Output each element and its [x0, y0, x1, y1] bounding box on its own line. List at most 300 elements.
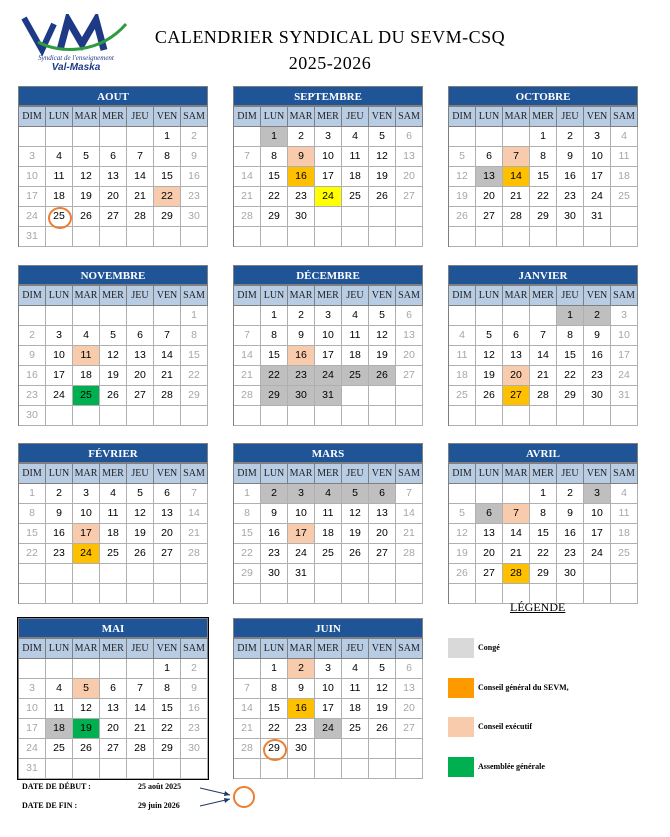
weekday-header: VEN — [584, 464, 611, 484]
day-cell: 22 — [181, 366, 208, 386]
weekday-header: MAR — [73, 639, 100, 659]
day-cell — [476, 306, 503, 326]
day-cell — [369, 584, 396, 604]
day-cell: 25 — [100, 544, 127, 564]
weekday-header: MER — [315, 464, 342, 484]
day-cell: 11 — [611, 147, 638, 167]
day-cell — [342, 739, 369, 759]
day-cell: 14 — [181, 504, 208, 524]
day-cell — [73, 659, 100, 679]
day-cell: 20 — [369, 524, 396, 544]
day-cell: 29 — [557, 386, 584, 406]
day-cell — [449, 584, 476, 604]
weekday-header: MER — [100, 639, 127, 659]
legend-label: Congé — [478, 643, 500, 652]
day-cell: 12 — [369, 326, 396, 346]
day-cell: 7 — [530, 326, 557, 346]
day-cell: 19 — [449, 187, 476, 207]
day-cell — [19, 306, 46, 326]
weekday-header: DIM — [449, 286, 476, 306]
day-cell — [100, 306, 127, 326]
day-cell: 16 — [288, 167, 315, 187]
day-cell: 23 — [19, 386, 46, 406]
day-cell — [342, 207, 369, 227]
month-name: DÉCEMBRE — [233, 265, 423, 285]
day-cell: 26 — [449, 564, 476, 584]
day-cell: 7 — [234, 147, 261, 167]
day-cell: 18 — [449, 366, 476, 386]
weekday-header: VEN — [154, 286, 181, 306]
day-cell: 5 — [127, 484, 154, 504]
day-cell — [19, 127, 46, 147]
day-cell — [100, 759, 127, 779]
day-cell: 28 — [127, 739, 154, 759]
weekday-header: JEU — [342, 464, 369, 484]
weekday-header: SAM — [396, 464, 423, 484]
day-cell — [154, 306, 181, 326]
month-name: AOUT — [18, 86, 208, 106]
weekday-header: SAM — [181, 639, 208, 659]
day-cell — [584, 584, 611, 604]
day-cell: 9 — [557, 147, 584, 167]
day-cell: 7 — [127, 147, 154, 167]
day-cell: 10 — [19, 167, 46, 187]
day-cell — [46, 759, 73, 779]
day-cell: 25 — [46, 739, 73, 759]
day-cell — [342, 584, 369, 604]
day-cell: 6 — [100, 679, 127, 699]
day-cell — [396, 759, 423, 779]
legend-label: Assemblée générale — [478, 762, 545, 771]
day-cell: 6 — [154, 484, 181, 504]
day-cell: 2 — [288, 127, 315, 147]
day-cell: 5 — [73, 679, 100, 699]
day-cell — [234, 584, 261, 604]
day-cell — [46, 584, 73, 604]
day-cell: 6 — [503, 326, 530, 346]
day-cell: 27 — [100, 739, 127, 759]
day-cell: 4 — [342, 127, 369, 147]
day-cell — [503, 306, 530, 326]
day-cell — [73, 564, 100, 584]
day-cell: 7 — [396, 484, 423, 504]
weekday-header: MER — [100, 286, 127, 306]
day-cell — [611, 207, 638, 227]
day-cell: 11 — [73, 346, 100, 366]
day-cell: 28 — [503, 207, 530, 227]
day-cell — [315, 739, 342, 759]
day-cell — [557, 406, 584, 426]
day-cell: 18 — [342, 167, 369, 187]
day-cell: 24 — [315, 366, 342, 386]
weekday-header: MAR — [503, 464, 530, 484]
day-cell: 11 — [315, 504, 342, 524]
day-cell: 11 — [100, 504, 127, 524]
day-cell: 7 — [181, 484, 208, 504]
day-cell: 17 — [19, 719, 46, 739]
day-cell: 8 — [557, 326, 584, 346]
day-cell: 16 — [19, 366, 46, 386]
day-cell: 23 — [46, 544, 73, 564]
day-cell: 12 — [449, 167, 476, 187]
day-cell — [396, 564, 423, 584]
day-cell — [369, 739, 396, 759]
day-cell: 25 — [449, 386, 476, 406]
day-cell: 13 — [154, 504, 181, 524]
day-cell — [127, 227, 154, 247]
day-cell: 4 — [46, 147, 73, 167]
day-cell: 12 — [449, 524, 476, 544]
day-cell — [181, 406, 208, 426]
day-cell: 29 — [261, 739, 288, 759]
day-cell — [19, 564, 46, 584]
day-cell: 18 — [46, 187, 73, 207]
day-cell: 17 — [584, 167, 611, 187]
day-cell — [449, 227, 476, 247]
month-calendar — [233, 265, 423, 426]
end-date-value: 29 juin 2026 — [138, 801, 180, 810]
day-cell: 13 — [396, 147, 423, 167]
day-cell: 23 — [584, 366, 611, 386]
day-cell: 11 — [46, 167, 73, 187]
day-cell: 12 — [73, 167, 100, 187]
day-cell: 18 — [342, 699, 369, 719]
day-cell: 24 — [46, 386, 73, 406]
day-cell: 22 — [154, 187, 181, 207]
day-cell: 21 — [127, 719, 154, 739]
day-cell: 15 — [154, 699, 181, 719]
day-cell — [127, 406, 154, 426]
day-cell: 28 — [154, 386, 181, 406]
day-cell: 13 — [100, 699, 127, 719]
day-cell: 9 — [288, 147, 315, 167]
day-cell: 21 — [234, 719, 261, 739]
day-cell — [369, 759, 396, 779]
weekday-header: VEN — [584, 286, 611, 306]
day-cell: 20 — [396, 346, 423, 366]
day-cell: 27 — [396, 366, 423, 386]
day-cell — [449, 484, 476, 504]
day-cell — [342, 386, 369, 406]
legend-title: LÉGENDE — [510, 600, 566, 614]
day-cell: 7 — [154, 326, 181, 346]
day-cell — [611, 406, 638, 426]
weekday-header: VEN — [369, 464, 396, 484]
weekday-header: JEU — [557, 286, 584, 306]
weekday-header: MAR — [288, 639, 315, 659]
day-cell: 30 — [288, 207, 315, 227]
day-cell — [234, 227, 261, 247]
day-cell: 6 — [476, 504, 503, 524]
day-cell — [261, 584, 288, 604]
day-cell: 9 — [46, 504, 73, 524]
day-cell — [476, 584, 503, 604]
day-cell — [100, 227, 127, 247]
day-cell: 20 — [476, 544, 503, 564]
day-cell: 17 — [315, 699, 342, 719]
day-cell: 30 — [288, 739, 315, 759]
day-cell: 29 — [181, 386, 208, 406]
day-cell: 14 — [234, 167, 261, 187]
day-cell: 1 — [234, 484, 261, 504]
day-cell — [530, 306, 557, 326]
day-cell: 18 — [611, 167, 638, 187]
month-grid — [233, 463, 423, 604]
sevm-logo — [20, 14, 132, 74]
day-cell: 25 — [342, 719, 369, 739]
month-grid — [18, 463, 208, 604]
day-cell: 16 — [288, 699, 315, 719]
title-line-2: 2025-2026 — [288, 53, 372, 73]
day-cell: 24 — [315, 719, 342, 739]
day-cell: 11 — [449, 346, 476, 366]
month-calendar — [233, 86, 423, 247]
day-cell: 31 — [19, 227, 46, 247]
month-grid — [18, 285, 208, 426]
day-cell: 9 — [181, 679, 208, 699]
day-cell: 15 — [261, 167, 288, 187]
weekday-header: DIM — [19, 464, 46, 484]
weekday-header: LUN — [261, 639, 288, 659]
day-cell: 24 — [584, 544, 611, 564]
month-calendar — [448, 86, 638, 247]
day-cell: 12 — [476, 346, 503, 366]
weekday-header: DIM — [234, 639, 261, 659]
day-cell: 2 — [584, 306, 611, 326]
day-cell: 26 — [449, 207, 476, 227]
day-cell — [154, 564, 181, 584]
day-cell: 24 — [19, 207, 46, 227]
day-cell — [73, 584, 100, 604]
day-cell — [584, 564, 611, 584]
day-cell — [127, 127, 154, 147]
day-cell — [234, 406, 261, 426]
day-cell: 17 — [315, 346, 342, 366]
day-cell — [100, 406, 127, 426]
day-cell — [396, 227, 423, 247]
day-cell: 31 — [288, 564, 315, 584]
day-cell — [261, 406, 288, 426]
day-cell — [46, 127, 73, 147]
day-cell — [396, 739, 423, 759]
month-calendar — [448, 443, 638, 604]
day-cell: 16 — [557, 524, 584, 544]
day-cell: 29 — [530, 207, 557, 227]
day-cell — [342, 564, 369, 584]
day-cell: 8 — [154, 147, 181, 167]
day-cell: 4 — [315, 484, 342, 504]
day-cell: 3 — [19, 147, 46, 167]
day-cell: 16 — [261, 524, 288, 544]
day-cell — [369, 207, 396, 227]
day-cell — [46, 227, 73, 247]
weekday-header: JEU — [342, 107, 369, 127]
vm-logo-icon — [20, 14, 132, 56]
weekday-header: DIM — [234, 107, 261, 127]
day-cell — [342, 406, 369, 426]
day-cell — [315, 207, 342, 227]
day-cell: 5 — [449, 504, 476, 524]
day-cell: 27 — [396, 719, 423, 739]
day-cell: 22 — [261, 366, 288, 386]
month-grid — [448, 463, 638, 604]
day-cell: 30 — [181, 739, 208, 759]
month-name: JANVIER — [448, 265, 638, 285]
day-cell: 6 — [127, 326, 154, 346]
day-cell — [476, 406, 503, 426]
day-cell: 16 — [557, 167, 584, 187]
day-cell: 3 — [315, 306, 342, 326]
day-cell: 23 — [557, 187, 584, 207]
title-line-1: CALENDRIER SYNDICAL DU SEVM-CSQ — [154, 27, 506, 47]
day-cell: 19 — [73, 719, 100, 739]
day-cell: 20 — [396, 167, 423, 187]
month-calendar — [18, 618, 208, 779]
day-cell — [234, 659, 261, 679]
weekday-header: JEU — [127, 639, 154, 659]
day-cell: 5 — [369, 127, 396, 147]
day-cell: 11 — [342, 147, 369, 167]
day-cell: 4 — [73, 326, 100, 346]
day-cell: 9 — [19, 346, 46, 366]
weekday-header: DIM — [449, 107, 476, 127]
day-cell: 6 — [100, 147, 127, 167]
day-cell — [127, 659, 154, 679]
day-cell: 29 — [530, 564, 557, 584]
day-cell: 28 — [530, 386, 557, 406]
day-cell: 2 — [261, 484, 288, 504]
weekday-header: MAR — [288, 286, 315, 306]
weekday-header: VEN — [154, 464, 181, 484]
day-cell: 28 — [503, 564, 530, 584]
day-cell — [315, 564, 342, 584]
day-cell: 27 — [127, 386, 154, 406]
day-cell: 20 — [100, 187, 127, 207]
day-cell: 25 — [342, 187, 369, 207]
day-cell: 10 — [611, 326, 638, 346]
day-cell: 14 — [530, 346, 557, 366]
weekday-header: DIM — [19, 286, 46, 306]
day-cell: 26 — [369, 366, 396, 386]
day-cell — [100, 127, 127, 147]
weekday-header: SAM — [396, 639, 423, 659]
day-cell: 21 — [127, 187, 154, 207]
weekday-header: LUN — [46, 464, 73, 484]
month-name: SEPTEMBRE — [233, 86, 423, 106]
day-cell — [234, 306, 261, 326]
day-cell: 23 — [288, 366, 315, 386]
legend-label: Conseil général du SEVM, — [478, 683, 569, 692]
day-cell: 3 — [46, 326, 73, 346]
day-cell: 1 — [530, 127, 557, 147]
day-cell — [154, 227, 181, 247]
day-cell: 5 — [369, 306, 396, 326]
day-cell: 19 — [476, 366, 503, 386]
legend-label: Conseil exécutif — [478, 722, 532, 731]
weekday-header: DIM — [19, 107, 46, 127]
day-cell: 18 — [315, 524, 342, 544]
day-cell: 17 — [288, 524, 315, 544]
day-cell: 13 — [476, 167, 503, 187]
start-date-row — [22, 782, 182, 791]
day-cell: 13 — [396, 326, 423, 346]
day-cell: 18 — [100, 524, 127, 544]
day-cell: 14 — [234, 346, 261, 366]
day-cell: 25 — [73, 386, 100, 406]
weekday-header: SAM — [396, 107, 423, 127]
day-cell: 20 — [100, 719, 127, 739]
legend-item-assemblee-generale — [448, 757, 648, 777]
weekday-header: SAM — [396, 286, 423, 306]
day-cell: 15 — [261, 699, 288, 719]
date-marker-arrows-icon — [196, 776, 266, 816]
day-cell: 6 — [396, 127, 423, 147]
day-cell: 24 — [315, 187, 342, 207]
day-cell: 3 — [19, 679, 46, 699]
day-cell: 16 — [181, 699, 208, 719]
day-cell: 8 — [234, 504, 261, 524]
day-cell: 13 — [127, 346, 154, 366]
day-cell — [369, 227, 396, 247]
day-cell: 11 — [342, 326, 369, 346]
day-cell: 21 — [530, 366, 557, 386]
weekday-header: LUN — [476, 286, 503, 306]
end-date-row — [22, 801, 180, 810]
day-cell: 10 — [19, 699, 46, 719]
day-cell: 8 — [261, 326, 288, 346]
day-cell: 5 — [369, 659, 396, 679]
legend-item-conseil-general — [448, 678, 648, 698]
day-cell — [369, 564, 396, 584]
day-cell — [369, 386, 396, 406]
day-cell: 27 — [503, 386, 530, 406]
day-cell: 10 — [46, 346, 73, 366]
day-cell — [46, 659, 73, 679]
day-cell: 7 — [234, 679, 261, 699]
day-cell: 12 — [342, 504, 369, 524]
day-cell — [73, 227, 100, 247]
day-cell — [611, 584, 638, 604]
day-cell: 10 — [315, 326, 342, 346]
month-name: OCTOBRE — [448, 86, 638, 106]
day-cell: 26 — [127, 544, 154, 564]
day-cell: 9 — [584, 326, 611, 346]
logo-subtitle: Syndicat de l'enseignement — [38, 54, 114, 62]
day-cell: 13 — [369, 504, 396, 524]
day-cell — [342, 759, 369, 779]
day-cell — [476, 127, 503, 147]
day-cell — [396, 207, 423, 227]
day-cell: 3 — [611, 306, 638, 326]
day-cell: 4 — [342, 306, 369, 326]
day-cell: 12 — [369, 679, 396, 699]
day-cell: 2 — [46, 484, 73, 504]
weekday-header: MAR — [73, 464, 100, 484]
weekday-header: SAM — [611, 464, 638, 484]
day-cell: 11 — [46, 699, 73, 719]
day-cell: 1 — [557, 306, 584, 326]
day-cell: 11 — [611, 504, 638, 524]
month-name: MAI — [18, 618, 208, 638]
day-cell: 3 — [315, 659, 342, 679]
day-cell — [19, 659, 46, 679]
weekday-header: SAM — [611, 107, 638, 127]
day-cell: 26 — [476, 386, 503, 406]
day-cell: 14 — [396, 504, 423, 524]
day-cell: 26 — [73, 739, 100, 759]
day-cell: 25 — [315, 544, 342, 564]
day-cell — [100, 564, 127, 584]
